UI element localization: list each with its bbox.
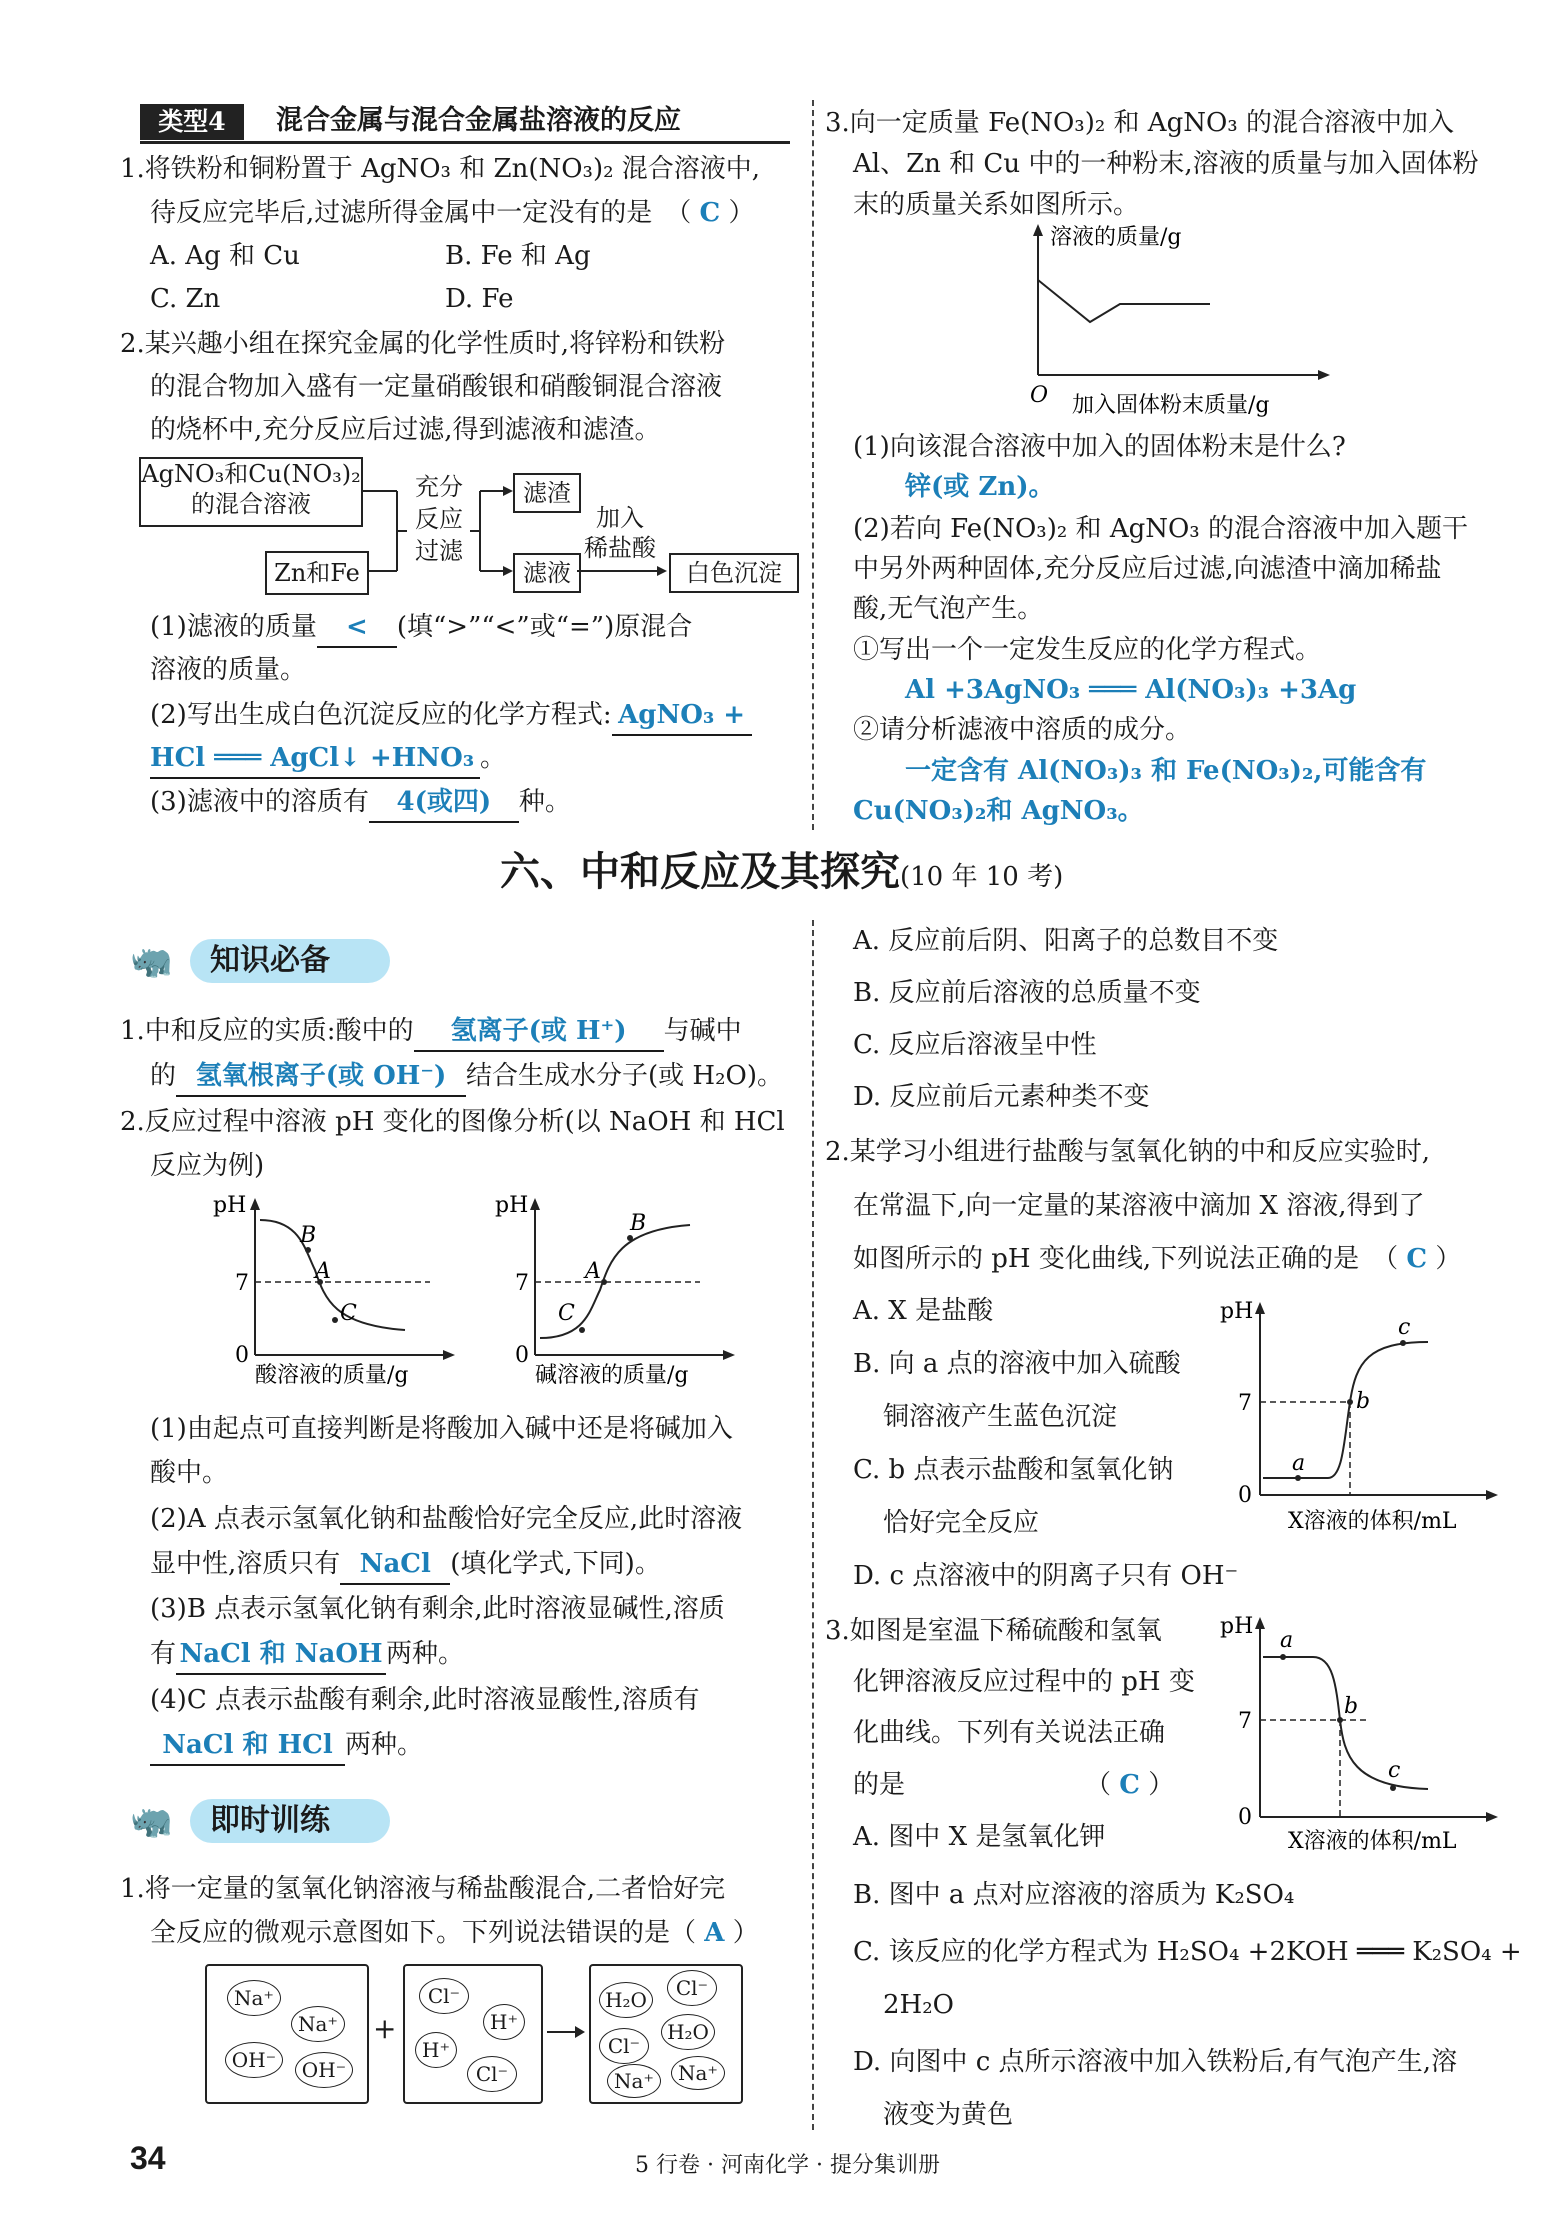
ph-graph-base-y: pH (495, 1193, 529, 1218)
q2-stem-line2: 的混合物加入盛有一定量硝酸银和硝酸铜混合溶液 (150, 372, 723, 402)
k1-line2: 的 氢氧根离子(或 OH⁻) 结合生成水分子(或 H₂O)。 (150, 1057, 783, 1097)
q1-answer: C (699, 198, 721, 228)
k1-answer1: 氢离子(或 H⁺) (414, 1012, 664, 1052)
q3-part2-sub2: ②请分析滤液中溶质的成分。 (853, 715, 1192, 745)
ion-h-2: H⁺ (415, 2032, 457, 2068)
rhino-icon: 🦏 (130, 941, 173, 981)
t3-option-a: A. 图中 X 是氢氧化钾 (853, 1822, 1106, 1852)
ph-graph-t2-7: 7 (1238, 1391, 1252, 1416)
q3-graph-y-label: 溶液的质量/g (1050, 225, 1182, 250)
type4-underline (140, 141, 790, 144)
q1-option-b: B. Fe 和 Ag (445, 241, 591, 271)
flow-box-filtrate: 滤液 (513, 553, 581, 593)
t1-option-b: B. 反应前后溶液的总质量不变 (853, 978, 1201, 1008)
s2-answer: NaCl (340, 1545, 450, 1585)
t1-option-c: C. 反应后溶液呈中性 (853, 1030, 1097, 1060)
ph-graph-t3 (1218, 1605, 1518, 1855)
page-number: 34 (130, 2140, 166, 2176)
q2-part1-line2: 溶液的质量。 (150, 655, 307, 685)
ph-graph-t2-x: X溶液的体积/mL (1288, 1509, 1457, 1534)
ion-oh-2: OH⁻ (295, 2052, 353, 2088)
q3-part1-answer: 锌(或 Zn)。 (905, 472, 1055, 502)
ph-graph-acid-y: pH (213, 1193, 247, 1218)
t2-option-b2: 铜溶液产生蓝色沉淀 (883, 1402, 1118, 1432)
type4-badge: 类型4 (140, 104, 244, 140)
arrow-icon (545, 2022, 587, 2042)
q3-part2-sub2-answer-a: 一定含有 Al(NO₃)₃ 和 Fe(NO₃)₂,可能含有 (905, 756, 1427, 786)
ph-graph-acid-B: B (300, 1223, 317, 1248)
t3-option-d1: D. 向图中 c 点所示溶液中加入铁粉后,有气泡产生,溶 (853, 2047, 1458, 2077)
t1-line1: 1.将一定量的氢氧化钠溶液与稀盐酸混合,二者恰好完 (120, 1874, 726, 1904)
t3-line1: 3.如图是室温下稀硫酸和氢氧 (825, 1616, 1162, 1646)
q2-part3-answer: 4(或四) (369, 783, 519, 823)
ion-cl-1: Cl⁻ (419, 1978, 469, 2014)
t3-option-b: B. 图中 a 点对应溶液的溶质为 K₂SO₄ (853, 1880, 1295, 1910)
ion-cl-4: Cl⁻ (599, 2028, 649, 2064)
s3-line2: 有 NaCl 和 NaOH 两种。 (150, 1635, 464, 1675)
type4-title: 混合金属与混合金属盐溶液的反应 (276, 105, 681, 136)
q2-part1: (1)滤液的质量 < (填“>”“<”或“=”)原混合 (150, 608, 692, 648)
ph-graph-t3-0: 0 (1238, 1805, 1252, 1830)
q3-part2-sub2-answer-b: Cu(NO₃)₂和 AgNO₃。 (853, 796, 1144, 826)
t2-option-a: A. X 是盐酸 (853, 1296, 994, 1326)
flow-box-metals: Zn和Fe (265, 551, 369, 595)
t3-line4: 的是 （ C ） (853, 1770, 1175, 1800)
flow-diagram (135, 455, 805, 600)
q3-part2-line1: (2)若向 Fe(NO₃)₂ 和 AgNO₃ 的混合溶液中加入题干 (853, 514, 1468, 544)
t3-answer: C (1119, 1770, 1140, 1800)
q3-stem-line3: 末的质量关系如图所示。 (853, 190, 1140, 220)
training-title: 即时训练 (210, 1803, 330, 1838)
q2-stem-line3: 的烧杯中,充分反应后过滤,得到滤液和滤渣。 (150, 415, 661, 445)
ph-graph-t3-y: pH (1220, 1614, 1254, 1639)
t2-line2: 在常温下,向一定量的某溶液中滴加 X 溶液,得到了 (853, 1191, 1425, 1221)
ph-graph-t3-b: b (1344, 1694, 1359, 1719)
t2-option-b1: B. 向 a 点的溶液中加入硫酸 (853, 1349, 1181, 1379)
q3-part2-sub1: ①写出一个一定发生反应的化学方程式。 (853, 635, 1322, 665)
ion-na-2: Na⁺ (291, 2006, 345, 2042)
q2-part1-answer: < (317, 608, 397, 648)
ph-graph-acid (205, 1190, 465, 1390)
s3-answer: NaCl 和 NaOH (176, 1635, 386, 1675)
plus-icon: + (373, 2012, 397, 2045)
section6-title: 六、中和反应及其探究(10 年 10 考) (500, 848, 1064, 895)
s1-line2: 酸中。 (150, 1458, 229, 1488)
t2-line1: 2.某学习小组进行盐酸与氢氧化钠的中和反应实验时, (825, 1137, 1431, 1167)
ph-graph-acid-A: A (315, 1259, 331, 1284)
q3-part2-sub1-answer: Al +3AgNO₃ ═══ Al(NO₃)₃ +3Ag (905, 675, 1357, 705)
k2-line1: 2.反应过程中溶液 pH 变化的图像分析(以 NaOH 和 HCl (120, 1107, 785, 1137)
ph-graph-base-x: 碱溶液的质量/g (535, 1363, 689, 1388)
q3-stem-line1: 3.向一定质量 Fe(NO₃)₂ 和 AgNO₃ 的混合溶液中加入 (825, 108, 1454, 138)
ph-graph-base (490, 1190, 750, 1390)
k1-line1: 1.中和反应的实质:酸中的 氢离子(或 H⁺) 与碱中 (120, 1012, 742, 1052)
flow-step2: 加入 稀盐酸 (584, 504, 656, 562)
ion-na-1: Na⁺ (227, 1980, 281, 2016)
ion-na-3: Na⁺ (607, 2064, 661, 2098)
t1-line2: 全反应的微观示意图如下。下列说法错误的是（ A ） (150, 1918, 759, 1948)
q3-graph-x-label: 加入固体粉末质量/g (1072, 393, 1270, 418)
flow-step1: 充分 反应 过滤 (415, 473, 463, 565)
ph-graph-base-0: 0 (515, 1343, 529, 1368)
t2-option-c1: C. b 点表示盐酸和氢氧化钠 (853, 1455, 1174, 1485)
ph-graph-acid-7: 7 (235, 1271, 249, 1296)
q2-part2-line2: HCl ═══ AgCl↓ +HNO₃ 。 (150, 739, 506, 779)
column-divider (812, 100, 814, 830)
s1-line1: (1)由起点可直接判断是将酸加入碱中还是将碱加入 (150, 1414, 733, 1444)
q1-option-c: C. Zn (150, 284, 221, 314)
molecule-h2o-1: H₂O (599, 1982, 653, 2018)
s2-line1: (2)A 点表示氢氧化钠和盐酸恰好完全反应,此时溶液 (150, 1504, 743, 1534)
flow-box-solution: AgNO₃和Cu(NO₃)₂ 的混合溶液 (139, 457, 363, 527)
q3-graph-origin: O (1030, 383, 1049, 408)
t1-answer: A (704, 1918, 725, 1948)
k1-answer2: 氢氧根离子(或 OH⁻) (176, 1057, 466, 1097)
q2-part2-answer-a: AgNO₃ + (612, 696, 752, 736)
q1-option-a: A. Ag 和 Cu (150, 241, 300, 271)
ph-graph-base-A: A (585, 1259, 601, 1284)
book-title: 5 行卷 · 河南化学 · 提分集训册 (635, 2153, 940, 2178)
ion-h-1: H⁺ (483, 2004, 525, 2040)
q3-graph (1020, 220, 1340, 420)
q2-stem-line1: 2.某兴趣小组在探究金属的化学性质时,将锌粉和铁粉 (120, 329, 726, 359)
q3-part2-line2: 中另外两种固体,充分反应后过滤,向滤渣中滴加稀盐 (853, 554, 1442, 584)
t3-line3: 化曲线。下列有关说法正确 (853, 1718, 1166, 1748)
ph-graph-t3-x: X溶液的体积/mL (1288, 1829, 1457, 1854)
t2-answer: C (1406, 1244, 1428, 1274)
ph-graph-t2-0: 0 (1238, 1483, 1252, 1508)
column-divider-lower (812, 920, 814, 2130)
rhino-icon-2: 🦏 (130, 1801, 173, 1841)
ph-graph-acid-0: 0 (235, 1343, 249, 1368)
knowledge-title: 知识必备 (210, 943, 330, 978)
s4-line2: NaCl 和 HCl 两种。 (150, 1726, 423, 1766)
ph-graph-base-C: C (558, 1301, 575, 1326)
q3-stem-line2: Al、Zn 和 Cu 中的一种粉末,溶液的质量与加入固体粉 (853, 149, 1479, 179)
ph-graph-t2-y: pH (1220, 1299, 1254, 1324)
s4-line1: (4)C 点表示盐酸有剩余,此时溶液显酸性,溶质有 (150, 1685, 700, 1715)
ion-cl-2: Cl⁻ (467, 2056, 517, 2092)
t2-line3: 如图所示的 pH 变化曲线,下列说法正确的是 （ C ） (853, 1244, 1462, 1274)
t3-option-d2: 液变为黄色 (883, 2100, 1014, 2130)
t3-line2: 化钾溶液反应过程中的 pH 变 (853, 1667, 1195, 1697)
q1-option-d: D. Fe (445, 284, 514, 314)
beaker-naoh (205, 1964, 369, 2104)
q1-stem-line2: 待反应完毕后,过滤所得金属中一定没有的是 （ C ） (150, 198, 755, 228)
ph-graph-t2-c: c (1398, 1315, 1411, 1340)
t3-option-c1: C. 该反应的化学方程式为 H₂SO₄ +2KOH ═══ K₂SO₄ + (853, 1937, 1522, 1967)
ph-graph-acid-x: 酸溶液的质量/g (255, 1363, 409, 1388)
flow-box-residue: 滤渣 (513, 473, 581, 513)
knowledge-banner (130, 935, 390, 987)
ph-graph-acid-C: C (340, 1301, 357, 1326)
t1-option-d: D. 反应前后元素种类不变 (853, 1082, 1150, 1112)
ph-graph-t3-7: 7 (1238, 1709, 1252, 1734)
molecule-h2o-2: H₂O (661, 2014, 715, 2050)
q3-part1: (1)向该混合溶液中加入的固体粉末是什么? (853, 432, 1346, 462)
t2-option-d: D. c 点溶液中的阴离子只有 OH⁻ (853, 1561, 1239, 1591)
ion-oh-1: OH⁻ (225, 2042, 283, 2078)
s4-answer: NaCl 和 HCl (150, 1726, 345, 1766)
ph-graph-base-B: B (630, 1211, 647, 1236)
q2-part3: (3)滤液中的溶质有 4(或四) 种。 (150, 783, 571, 823)
training-banner (130, 1795, 390, 1847)
k2-line2: 反应为例) (150, 1151, 265, 1181)
ion-cl-3: Cl⁻ (667, 1970, 717, 2006)
flow-box-precipitate: 白色沉淀 (669, 553, 799, 593)
q1-stem-line1: 1.将铁粉和铜粉置于 AgNO₃ 和 Zn(NO₃)₂ 混合溶液中, (120, 154, 761, 184)
t1-option-a: A. 反应前后阴、阳离子的总数目不变 (853, 926, 1279, 956)
s3-line1: (3)B 点表示氢氧化钠有剩余,此时溶液显碱性,溶质 (150, 1594, 725, 1624)
q2-part2: (2)写出生成白色沉淀反应的化学方程式: AgNO₃ + (150, 696, 752, 736)
q2-part2-answer-b: HCl ═══ AgCl↓ +HNO₃ (150, 739, 480, 779)
ph-graph-t2-b: b (1356, 1389, 1371, 1414)
q3-part2-line3: 酸,无气泡产生。 (853, 594, 1044, 624)
ion-na-4: Na⁺ (671, 2056, 725, 2090)
micro-diagram (205, 1960, 785, 2110)
ph-graph-t3-a: a (1280, 1628, 1294, 1653)
ph-graph-t2-a: a (1292, 1451, 1306, 1476)
t2-option-c2: 恰好完全反应 (883, 1508, 1040, 1538)
t3-option-c2: 2H₂O (883, 1990, 954, 2020)
ph-graph-t3-c: c (1388, 1758, 1401, 1783)
s2-line2: 显中性,溶质只有 NaCl (填化学式,下同)。 (150, 1545, 661, 1585)
ph-graph-base-7: 7 (515, 1271, 529, 1296)
ph-graph-t2 (1218, 1290, 1518, 1540)
